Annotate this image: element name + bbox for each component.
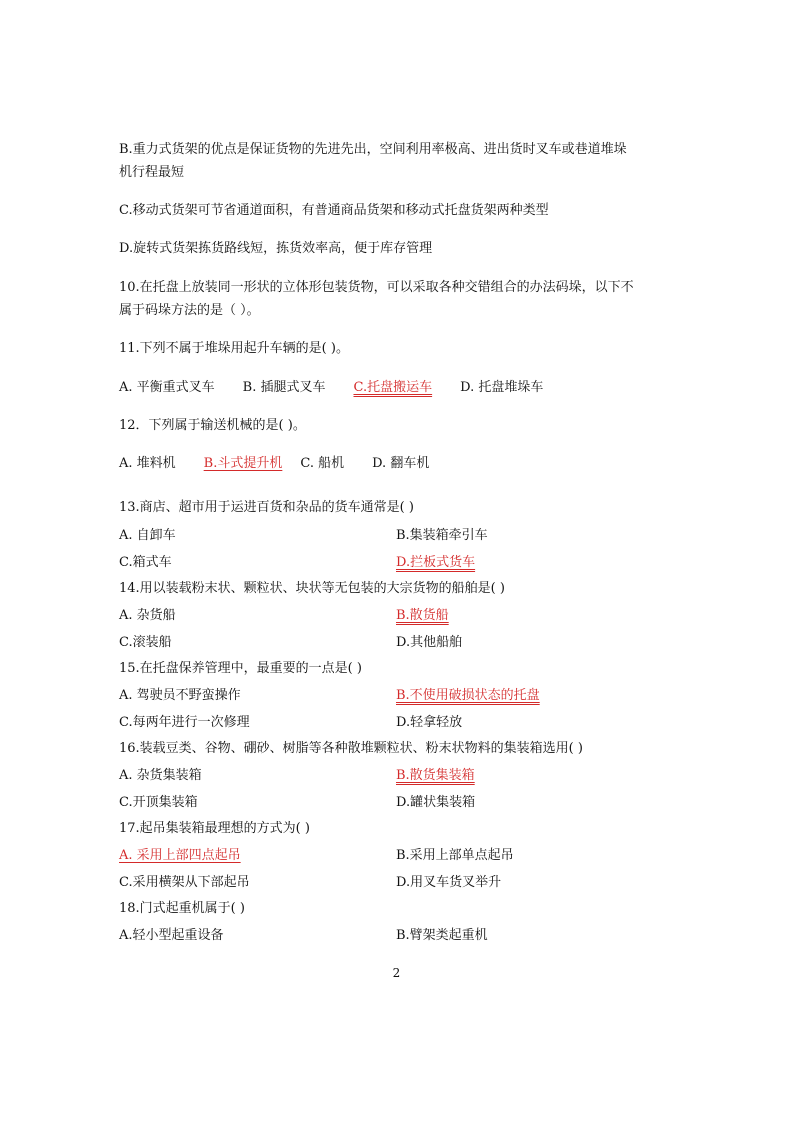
- q15-option-a: A. 驾驶员不野蛮操作: [119, 688, 241, 703]
- q15-option-b-answer: B.不使用破损状态的托盘: [396, 688, 540, 703]
- q14-option-a: A. 杂货船: [119, 608, 176, 623]
- q17-option-d: D.用叉车货叉举升: [396, 875, 502, 890]
- q14-option-d: D.其他船舶: [396, 635, 463, 650]
- q13-option-c: C.箱式车: [119, 555, 172, 570]
- q11-option-b: B. 插腿式叉车: [242, 380, 326, 395]
- q10-question-line1: 10.在托盘上放装同一形状的立体形包装货物，可以采取各种交错组合的办法码垛，以下不: [119, 280, 634, 295]
- page-number: 2: [392, 966, 401, 980]
- q12-option-b-answer: B.斗式提升机: [203, 456, 283, 471]
- q14-option-c: C.滚装船: [119, 635, 172, 650]
- q17-option-a-answer: A. 采用上部四点起吊: [119, 848, 241, 863]
- q15-option-d: D.轻拿轻放: [396, 715, 463, 730]
- q12-question: 12．下列属于输送机械的是( )。: [119, 418, 306, 433]
- q16-option-b-answer: B.散货集装箱: [396, 768, 475, 783]
- q13-question: 13.商店、超市用于运进百货和杂品的货车通常是( ): [119, 500, 414, 515]
- q15-question: 15.在托盘保养管理中，最重要的一点是( ): [119, 661, 362, 676]
- q18-option-b: B.臂架类起重机: [396, 928, 488, 943]
- q18-option-a: A.轻小型起重设备: [119, 928, 224, 943]
- q17-option-c: C.采用横架从下部起吊: [119, 875, 250, 890]
- q11-question: 11.下列不属于堆垛用起升车辆的是( )。: [119, 341, 349, 356]
- q16-question: 16.装载豆类、谷物、硼砂、树脂等各种散堆颗粒状、粉末状物料的集装箱选用( ): [119, 741, 583, 756]
- q10-question-line2: 属于码垛方法的是（ ）。: [119, 303, 260, 318]
- q16-option-c: C.开顶集装箱: [119, 795, 198, 810]
- q9-option-b-line1: B.重力式货架的优点是保证货物的先进先出，空间利用率极高、进出货时叉车或巷道堆垛: [119, 142, 627, 157]
- q16-option-d: D.罐状集装箱: [396, 795, 476, 810]
- q12-option-a: A. 堆料机: [119, 456, 176, 471]
- q13-option-b: B.集装箱牵引车: [396, 528, 488, 543]
- q11-option-c-answer: C.托盘搬运车: [353, 380, 433, 395]
- q14-question: 14.用以装载粉末状、颗粒状、块状等无包装的大宗货物的船舶是( ): [119, 581, 505, 596]
- q11-option-a: A. 平衡重式叉车: [119, 380, 215, 395]
- q13-option-d-answer: D.拦板式货车: [396, 555, 476, 570]
- q14-option-b-answer: B.散货船: [396, 608, 449, 623]
- q13-option-a: A. 自卸车: [119, 528, 176, 543]
- q9-option-b-line2: 机行程最短: [119, 165, 185, 180]
- q11-options: [119, 379, 543, 397]
- q17-question: 17.起吊集装箱最理想的方式为( ): [119, 821, 310, 836]
- q12-options: [119, 455, 429, 473]
- q12-option-c: C. 船机: [300, 456, 345, 471]
- q16-option-a: A. 杂货集装箱: [119, 768, 202, 783]
- q15-option-c: C.每两年进行一次修理: [119, 715, 250, 730]
- q9-option-c: C.移动式货架可节省通道面积，有普通商品货架和移动式托盘货架两种类型: [119, 203, 549, 218]
- q12-option-d: D. 翻车机: [372, 456, 430, 471]
- q18-question: 18.门式起重机属于( ): [119, 901, 245, 916]
- q11-option-d: D. 托盘堆垛车: [460, 380, 544, 395]
- q9-option-d: D.旋转式货架拣货路线短，拣货效率高，便于库存管理: [119, 241, 433, 256]
- q17-option-b: B.采用上部单点起吊: [396, 848, 514, 863]
